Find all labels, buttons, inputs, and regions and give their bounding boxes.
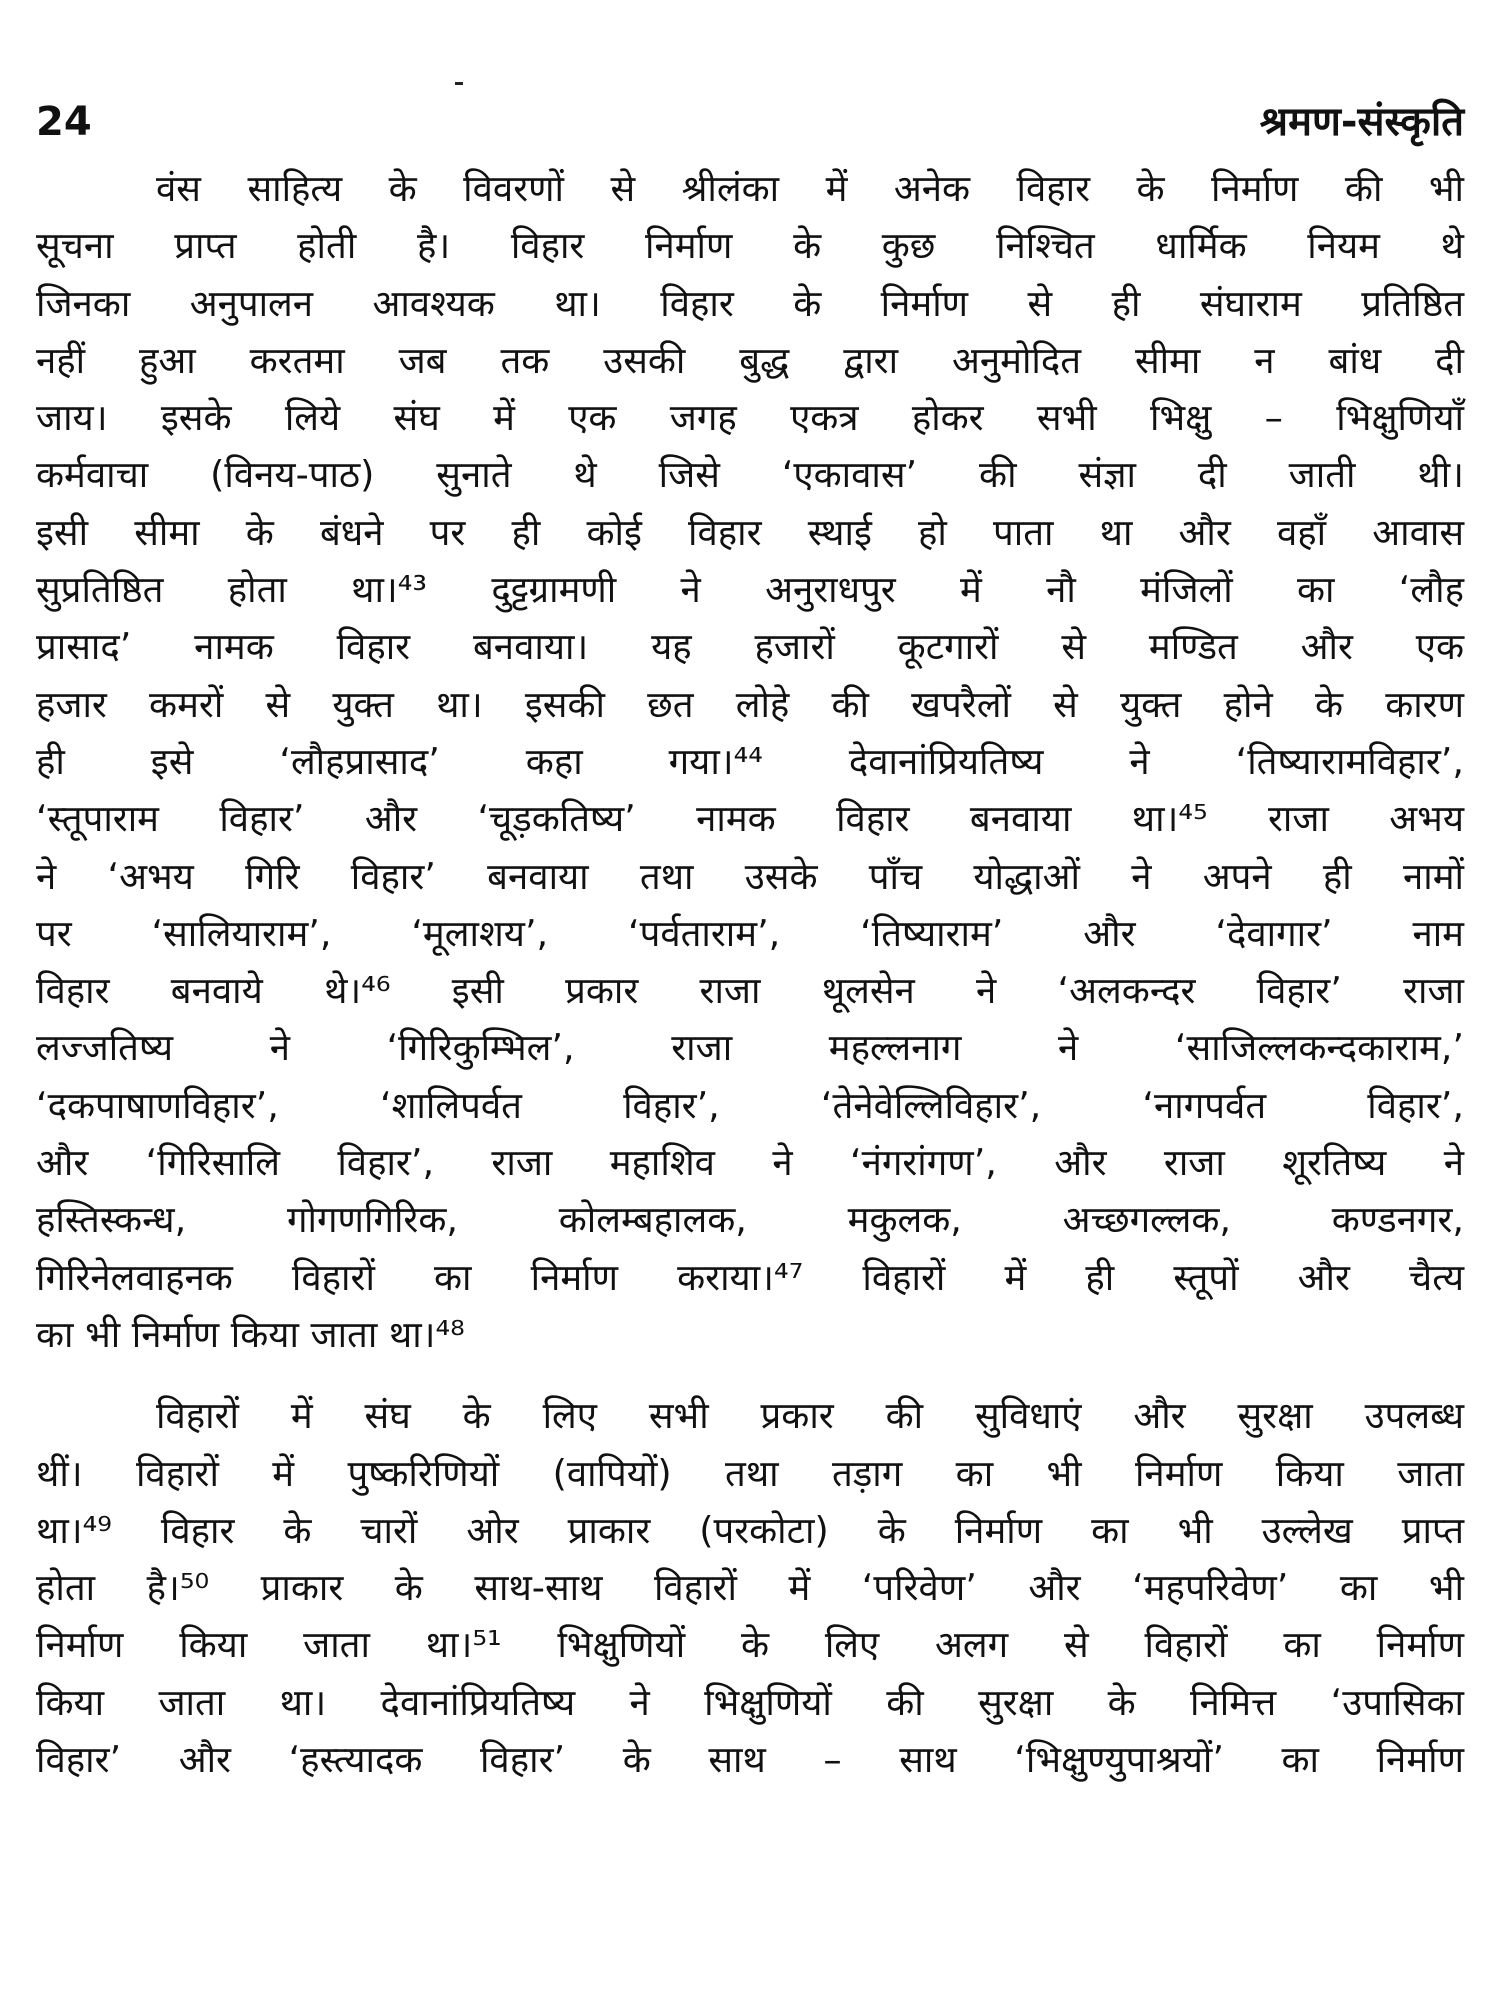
text-line: नहीं हुआ करतमा जब तक उसकी बुद्ध द्वारा अनुमोदित सीमा न बांध दी	[36, 338, 1464, 382]
text-line: जाय। इसके लिये संघ में एक जगह एकत्र होकर सभी भिक्षु – भिक्षुणियाँ	[36, 396, 1464, 440]
page-number: 24	[36, 99, 92, 145]
text-line: सुप्रतिष्ठित होता था।⁴³ दुट्टग्रामणी ने अनुराधपुर में नौ मंजिलों का ‘लौह	[36, 568, 1464, 612]
text-line: ‘दकपाषाणविहार’, ‘शालिपर्वत विहार’, ‘तेनेवेल्लिविहार’, ‘नागपर्वत विहार’,	[36, 1083, 1464, 1127]
text-line: ने ‘अभय गिरि विहार’ बनवाया तथा उसके पाँच योद्धाओं ने अपने ही नामों	[36, 854, 1464, 898]
text-line: विहारों में संघ के लिए सभी प्रकार की सुविधाएं और सुरक्षा उपलब्ध	[156, 1394, 1464, 1438]
text-line: जिनका अनुपालन आवश्यक था। विहार के निर्माण से ही संघाराम प्रतिष्ठित	[36, 281, 1464, 325]
text-line: गिरिनेलवाहनक विहारों का निर्माण कराया।⁴⁷ विहारों में ही स्तूपों और चैत्य	[36, 1255, 1464, 1299]
text-line: हस्तिस्कन्ध, गोगणगिरिक, कोलम्बहालक, मकुलक, अच्छगल्लक, कण्डनगर,	[36, 1198, 1464, 1242]
text-line: वंस साहित्य के विवरणों से श्रीलंका में अनेक विहार के निर्माण की भी	[156, 167, 1464, 210]
text-line: हजार कमरों से युक्त था। इसकी छत लोहे की खपरैलों से युक्त होने के कारण	[36, 682, 1464, 726]
text-line: कर्मवाचा (विनय-पाठ) सुनाते थे जिसे ‘एकावास’ की संज्ञा दी जाती थी।	[36, 453, 1464, 497]
text-line: पर ‘सालियाराम’, ‘मूलाशय’, ‘पर्वताराम’, ‘तिष्याराम’ और ‘देवागार’ नाम	[36, 911, 1464, 955]
paragraph-1	[36, 160, 1464, 1363]
paragraph-2	[36, 1387, 1464, 1788]
body-text	[36, 160, 1464, 1788]
text-line: होता है।⁵⁰ प्राकार के साथ-साथ विहारों में ‘परिवेण’ और ‘महपरिवेण’ का भी	[36, 1566, 1464, 1610]
running-header	[36, 92, 1464, 152]
text-line: का भी निर्माण किया जाता था।⁴⁸	[36, 1312, 465, 1356]
text-line: ही इसे ‘लौहप्रासाद’ कहा गया।⁴⁴ देवानांप्रियतिष्य ने ‘तिष्यारामविहार’,	[36, 739, 1464, 783]
scan-speck	[455, 82, 463, 85]
text-line: था।⁴⁹ विहार के चारों ओर प्राकार (परकोटा) के निर्माण का भी उल्लेख प्राप्त	[36, 1508, 1464, 1552]
text-line: प्रासाद’ नामक विहार बनवाया। यह हजारों कूटगारों से मण्डित और एक	[36, 625, 1464, 669]
text-line: और ‘गिरिसालि विहार’, राजा महाशिव ने ‘नंगरांगण’, और राजा शूरतिष्य ने	[36, 1141, 1464, 1185]
text-line: किया जाता था। देवानांप्रियतिष्य ने भिक्षुणियों की सुरक्षा के निमित्त ‘उपासिका	[36, 1680, 1464, 1724]
text-line: इसी सीमा के बंधने पर ही कोई विहार स्थाई हो पाता था और वहाँ आवास	[36, 510, 1464, 554]
text-line: सूचना प्राप्त होती है। विहार निर्माण के कुछ निश्चित धार्मिक नियम थे	[36, 224, 1464, 268]
text-line: ‘स्तूपाराम विहार’ और ‘चूड़कतिष्य’ नामक विहार बनवाया था।⁴⁵ राजा अभय	[36, 797, 1464, 841]
running-title: श्रमण-संस्कृति	[1259, 99, 1464, 145]
text-line: विहार’ और ‘हस्त्यादक विहार’ के साथ – साथ ‘भिक्षुण्युपाश्रयों’ का निर्माण	[36, 1738, 1464, 1782]
text-line: थीं। विहारों में पुष्करिणियों (वापियों) तथा तड़ाग का भी निर्माण किया जाता	[36, 1451, 1464, 1495]
text-line: निर्माण किया जाता था।⁵¹ भिक्षुणियों के लिए अलग से विहारों का निर्माण	[36, 1623, 1464, 1667]
text-line: विहार बनवाये थे।⁴⁶ इसी प्रकार राजा थूलसेन ने ‘अलकन्दर विहार’ राजा	[36, 969, 1464, 1013]
text-line: लज्जतिष्य ने ‘गिरिकुम्भिल’, राजा महल्लनाग ने ‘साजिल्लकन्दकाराम,’	[36, 1026, 1464, 1070]
